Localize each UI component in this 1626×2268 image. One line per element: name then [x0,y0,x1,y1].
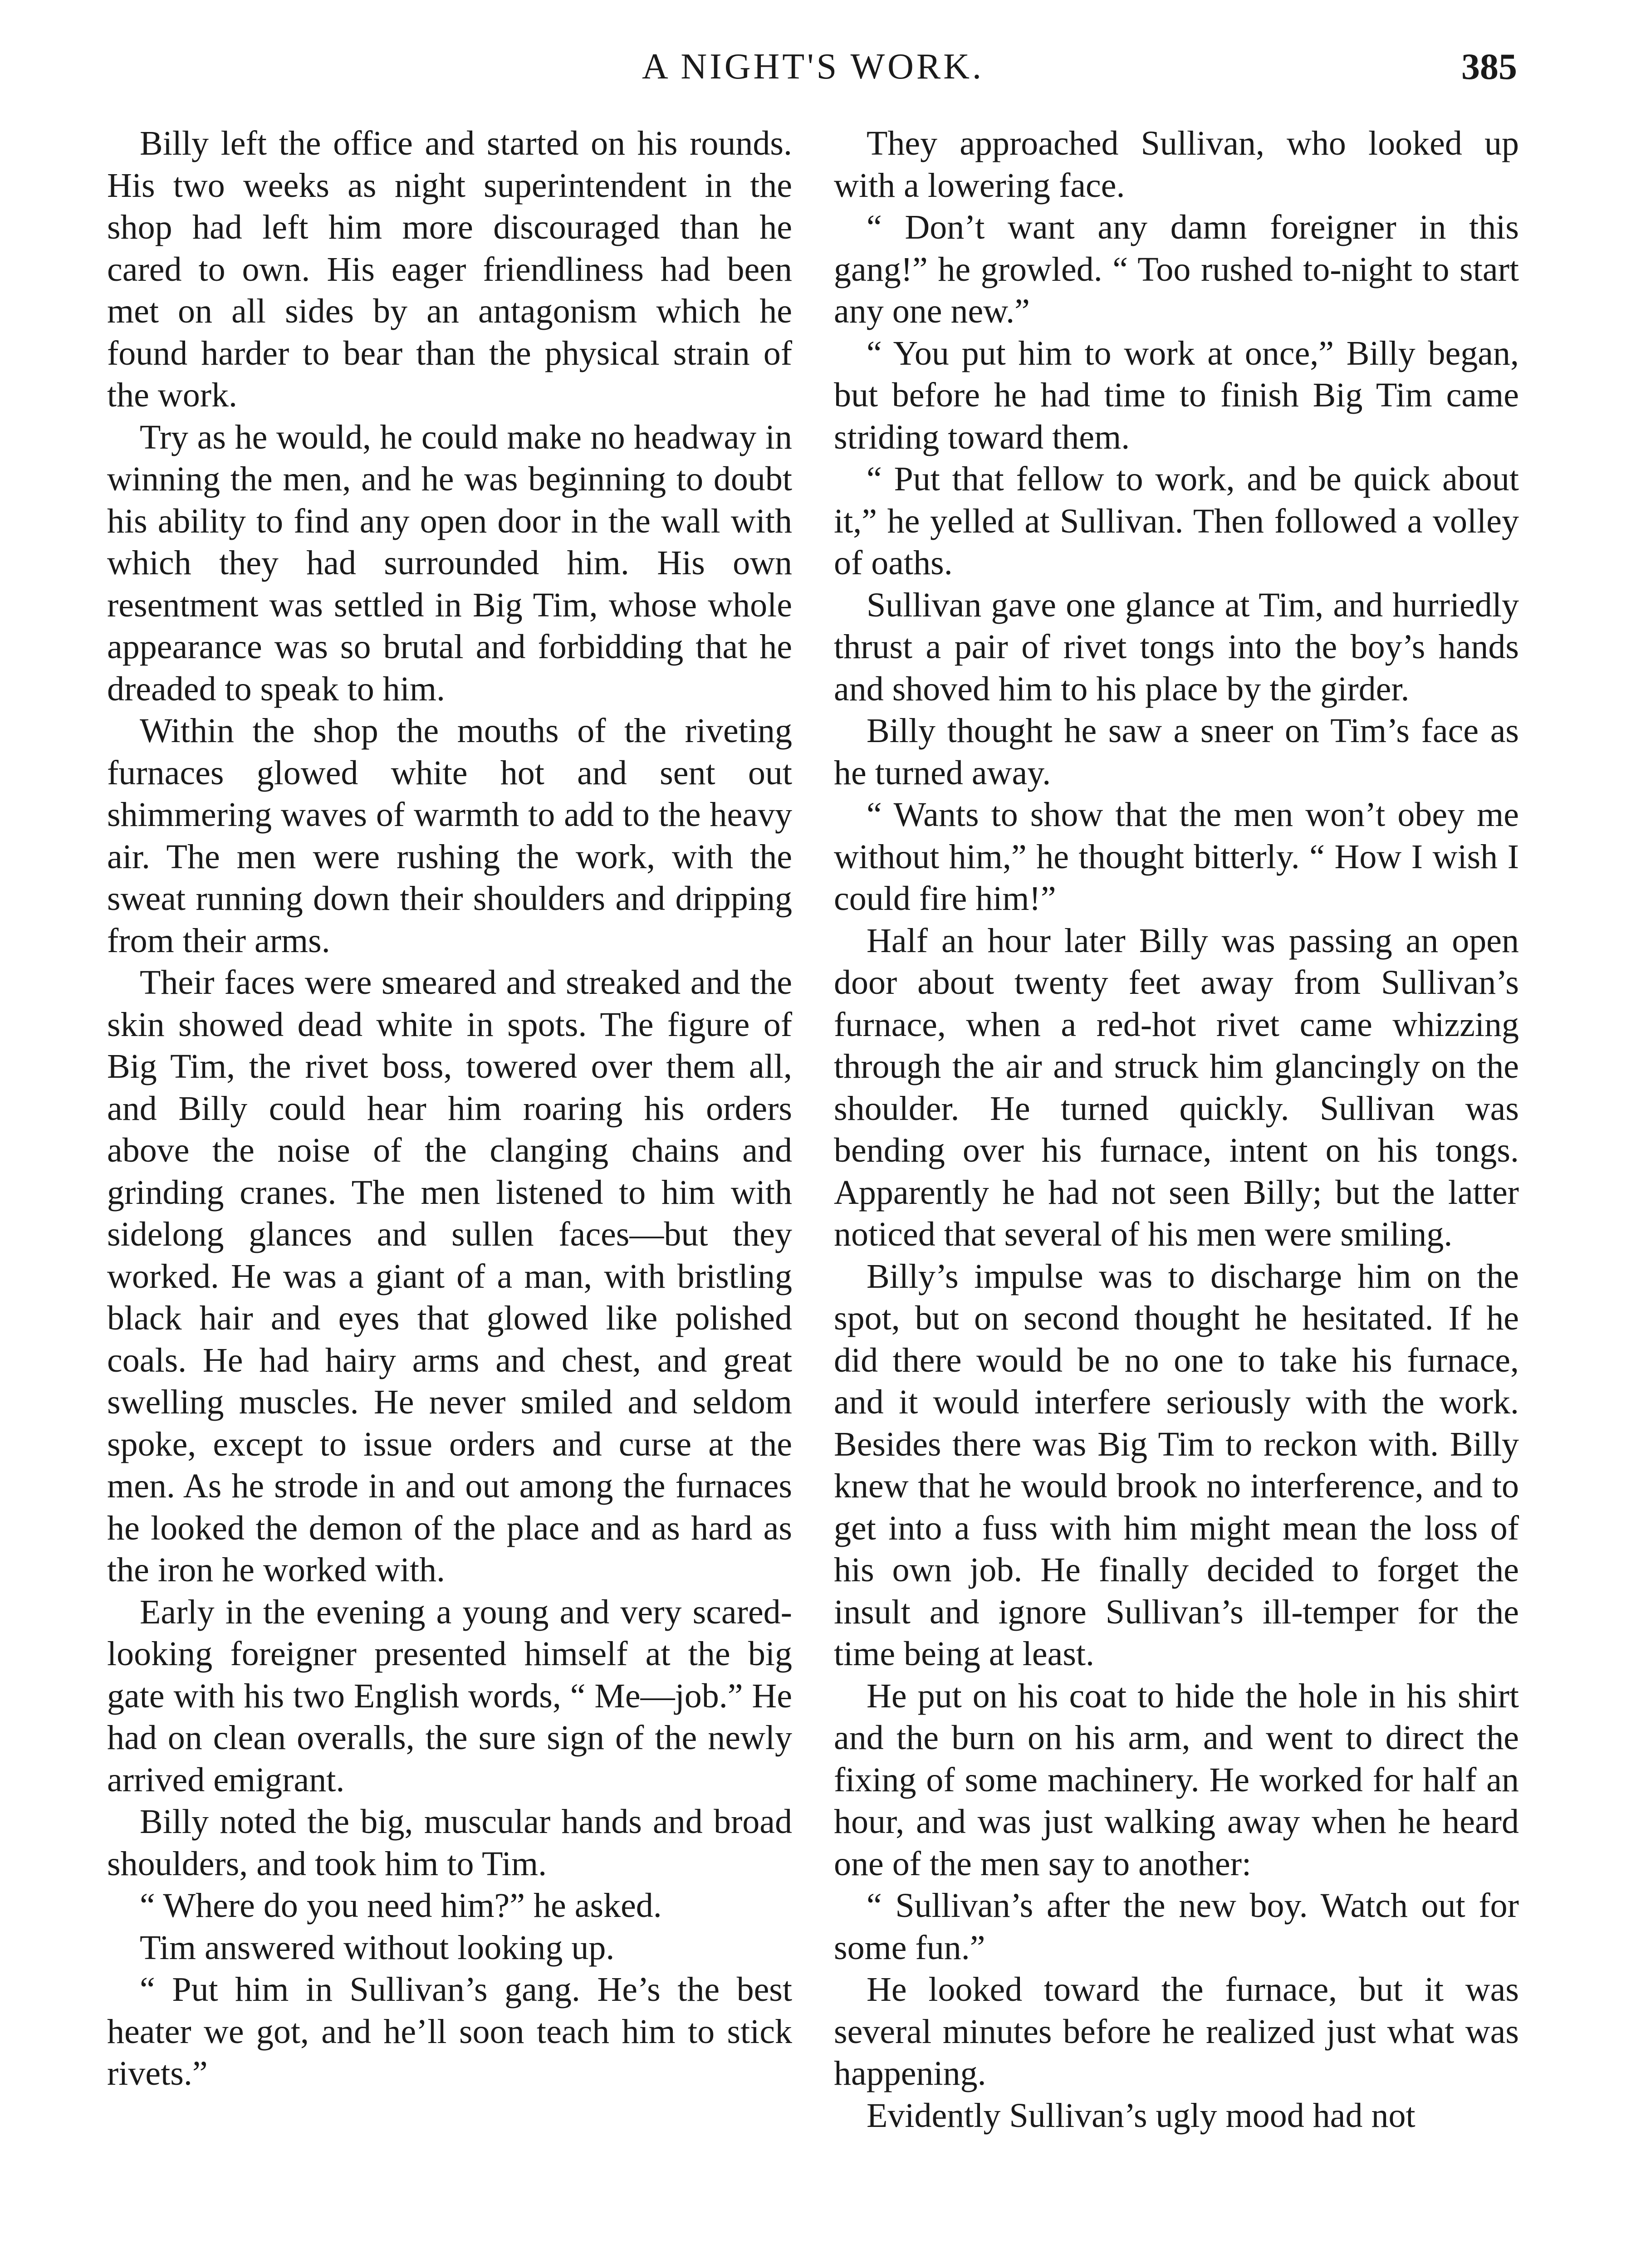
paragraph: Sullivan gave one glance at Tim, and hurriedly thrust a pair of rivet tongs into the boy’s hands and shoved him to his place by the girder. [834,586,1519,708]
paragraph: Tim answered without looking up. [140,1928,615,1967]
paragraph: “ Where do you need him?” he asked. [140,1887,662,1925]
page-number: 385 [1461,46,1517,87]
paragraph: Early in the evening a young and very scared-looking foreigner presented himself at the big gate with his two English words, “ Me—job.” He had on clean overalls, the sure sign of the newly arrived emigrant. [107,1593,792,1799]
paragraph: “ Wants to show that the men won’t obey me without him,” he thought bitterly. “ How I wish I could fire him!” [834,796,1519,918]
paragraph: “ Sullivan’s after the new boy. Watch out for some fun.” [834,1887,1519,1967]
paragraph: He put on his coat to hide the hole in his shirt and the burn on his arm, and went to direct the fixing of some machinery. He worked for half an hour, and was just walking away when he heard one of the men say to another: [834,1677,1519,1883]
paragraph: “ Don’t want any damn foreigner in this gang!” he growled. “ Too rushed to-night to start any one new.” [834,208,1519,330]
paragraph: Evidently Sullivan’s ugly mood had not [867,2096,1415,2135]
paragraph: Billy thought he saw a sneer on Tim’s face as he turned away. [834,712,1519,792]
paragraph: Billy noted the big, muscular hands and broad shoulders, and took him to Tim. [107,1803,792,1883]
paragraph: They approached Sullivan, who looked up with a lowering face. [834,124,1519,205]
paragraph: He looked toward the furnace, but it was several minutes before he realized just what was happening. [834,1970,1519,2092]
page-header [0,42,1626,92]
paragraph: Try as he would, he could make no headway in winning the men, and he was beginning to doubt his ability to find any open door in the wall with which they had surrounded him. His own resentment was settled in Big Tim, whose whole appearance was so brutal and forbidding that he dreaded to speak to him. [107,418,792,708]
running-title: A NIGHT'S WORK. [642,47,984,87]
paragraph: Within the shop the mouths of the riveting furnaces glowed white hot and sent out shimmering waves of warmth to add to the heavy air. The men were rushing the work, with the sweat running down their shoulders and dripping from their arms. [107,712,792,960]
paragraph: “ Put that fellow to work, and be quick about it,” he yelled at Sullivan. Then followed a volley of oaths. [834,460,1519,582]
right-column [834,122,1519,2136]
left-column [107,122,792,2095]
paragraph: Half an hour later Billy was passing an open door about twenty feet away from Sullivan’s furnace, when a red-hot rivet came whizzing through the air and struck him glancingly on the shoulder. He turned quickly. Sullivan was bending over his furnace, intent on his tongs. Apparently he had not seen Billy; but the latter noticed that several of his men were smiling. [834,921,1519,1253]
paragraph: “ Put him in Sullivan’s gang. He’s the best heater we got, and he’ll soon teach him to stick rivets.” [107,1970,792,2092]
paragraph: Their faces were smeared and streaked and the skin showed dead white in spots. The figure of Big Tim, the rivet boss, towered over them all, and Billy could hear him roaring his orders above the noise of the clanging chains and grinding cranes. The men listened to him with sidelong glances and sullen faces—but they worked. He was a giant of a man, with bristling black hair and eyes that glowed like polished coals. He had hairy arms and chest, and great swelling muscles. He never smiled and seldom spoke, except to issue orders and curse at the men. As he strode in and out among the furnaces he looked the demon of the place and as hard as the iron he worked with. [107,963,792,1589]
paragraph: Billy left the office and started on his rounds. His two weeks as night superintendent in the shop had left him more discouraged than he cared to own. His eager friendliness had been met on all sides by an antagonism which he found harder to bear than the physical strain of the work. [107,124,792,414]
paragraph: “ You put him to work at once,” Billy began, but before he had time to finish Big Tim came striding toward them. [834,334,1519,456]
paragraph: Billy’s impulse was to discharge him on the spot, but on second thought he hesitated. If he did there would be no one to take his furnace, and it would interfere seriously with the work. Besides there was Big Tim to reckon with. Billy knew that he would brook no interference, and to get into a fuss with him might mean the loss of his own job. He finally decided to forget the insult and ignore Sullivan’s ill-temper for the time being at least. [834,1257,1519,1673]
